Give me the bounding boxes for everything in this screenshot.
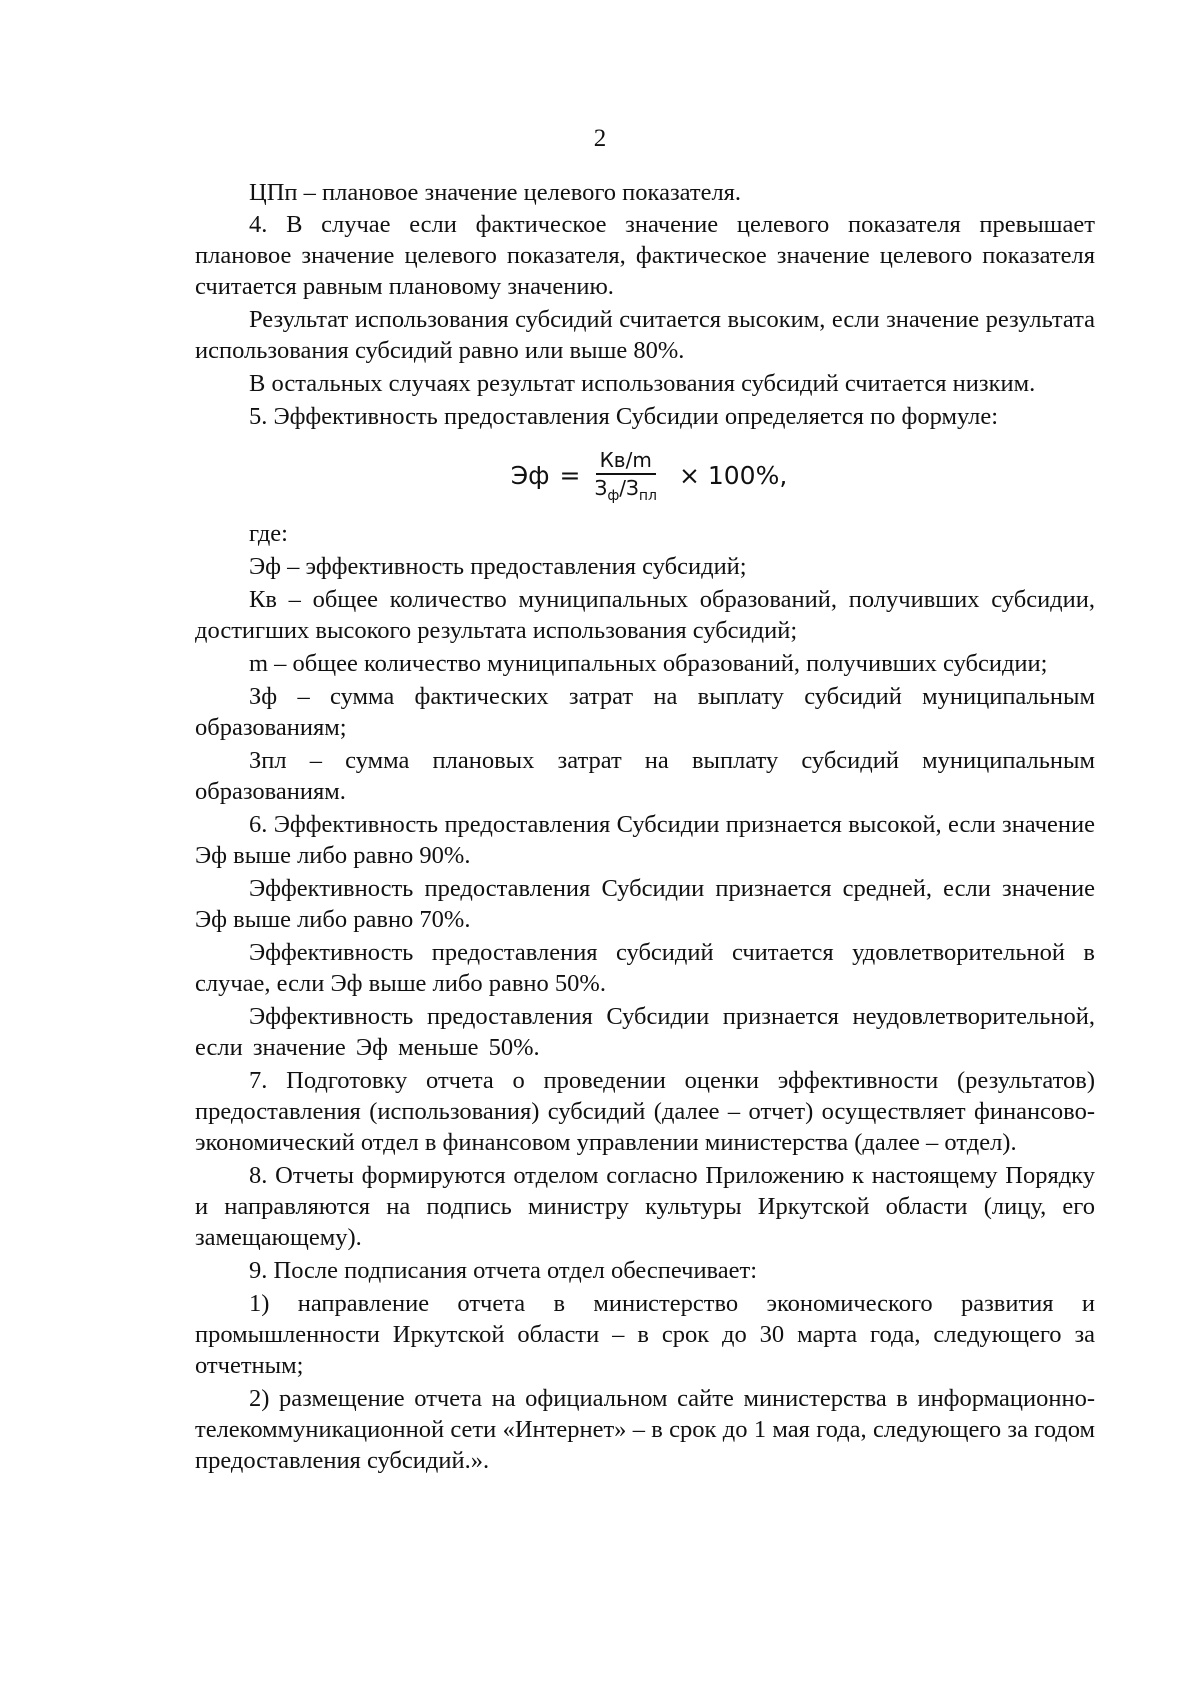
- document-body: [195, 177, 1095, 1476]
- formula-numerator: Кв/m: [596, 449, 656, 475]
- efficiency-formula: [195, 432, 1095, 518]
- paragraph-subitem-1: 1) направление отчета в министерство экономического развития и промышленности Иркутской области – в срок до 30 марта года, следующего за отчетным;: [195, 1290, 1095, 1379]
- paragraph-medium-efficiency: Эффективность предоставления Субсидии признается средней, если значение Эф выше либо равно 70%.: [195, 875, 1095, 933]
- formula-fraction: [590, 449, 660, 502]
- paragraph-def-kv: Кв – общее количество муниципальных образований, получивших субсидии, достигших высокого результата использования субсидий;: [195, 586, 1095, 644]
- formula-denominator-sub1: ф: [607, 487, 620, 504]
- paragraph-low-result: В остальных случаях результат использования субсидий считается низким.: [249, 370, 1036, 397]
- paragraph-where: где:: [249, 520, 288, 547]
- paragraph-item-5: 5. Эффективность предоставления Субсидии определяется по формуле:: [249, 403, 999, 430]
- formula-equals: =: [559, 460, 581, 490]
- paragraph-def-zpl: Зпл – сумма плановых затрат на выплату субсидий муниципальным образованиям.: [195, 747, 1095, 805]
- formula-lhs: Эф: [510, 460, 550, 490]
- paragraph-def-ef: Эф – эффективность предоставления субсидий;: [249, 553, 747, 580]
- formula-expression: [511, 449, 788, 502]
- paragraph-subitem-2: 2) размещение отчета на официальном сайте министерства в информационно-телекоммуникационной сети «Интернет» – в срок до 1 мая года, следующего за годом предоставления субсидий.».: [195, 1385, 1095, 1474]
- paragraph-item-7: 7. Подготовку отчета о проведении оценки эффективности (результатов) предоставления (использования) субсидий (далее – отчет) осуществляет финансово-экономический отдел в финансовом управлении министерства (далее – отдел).: [195, 1067, 1095, 1156]
- formula-denominator-sub2: пл: [638, 487, 657, 504]
- paragraph-cpp-definition: ЦПп – плановое значение целевого показателя.: [249, 179, 742, 206]
- paragraph-def-zf: Зф – сумма фактических затрат на выплату субсидий муниципальным образованиям;: [195, 683, 1095, 741]
- paragraph-item-9: 9. После подписания отчета отдел обеспечивает:: [249, 1257, 758, 1284]
- paragraph-high-result: Результат использования субсидий считается высоким, если значение результата использования субсидий равно или выше 80%.: [195, 306, 1095, 364]
- paragraph-def-m: m – общее количество муниципальных образований, получивших субсидии;: [249, 650, 1048, 677]
- formula-multiplier: × 100%,: [678, 460, 788, 490]
- paragraph-item-8: 8. Отчеты формируются отделом согласно Приложению к настоящему Порядку и направляются на подпись министру культуры Иркутской области (лицу, его замещающему).: [195, 1162, 1095, 1251]
- page-number: 2: [593, 125, 607, 152]
- formula-denominator-main: З: [594, 475, 608, 500]
- paragraph-item-6: 6. Эффективность предоставления Субсидии признается высокой, если значение Эф выше либо равно 90%.: [195, 811, 1095, 869]
- paragraph-item-4: 4. В случае если фактическое значение целевого показателя превышает плановое значение целевого показателя, фактическое значение целевого показателя считается равным плановому значению.: [195, 211, 1095, 300]
- formula-denominator-slash: /З: [619, 475, 639, 500]
- paragraph-satisfactory-efficiency: Эффективность предоставления субсидий считается удовлетворительной в случае, если Эф выше либо равно 50%.: [195, 939, 1095, 997]
- paragraph-unsatisfactory-efficiency: Эффективность предоставления Субсидии признается неудовлетворительной, если значение Эф меньше 50%.: [195, 1003, 1095, 1061]
- formula-denominator: [590, 475, 660, 502]
